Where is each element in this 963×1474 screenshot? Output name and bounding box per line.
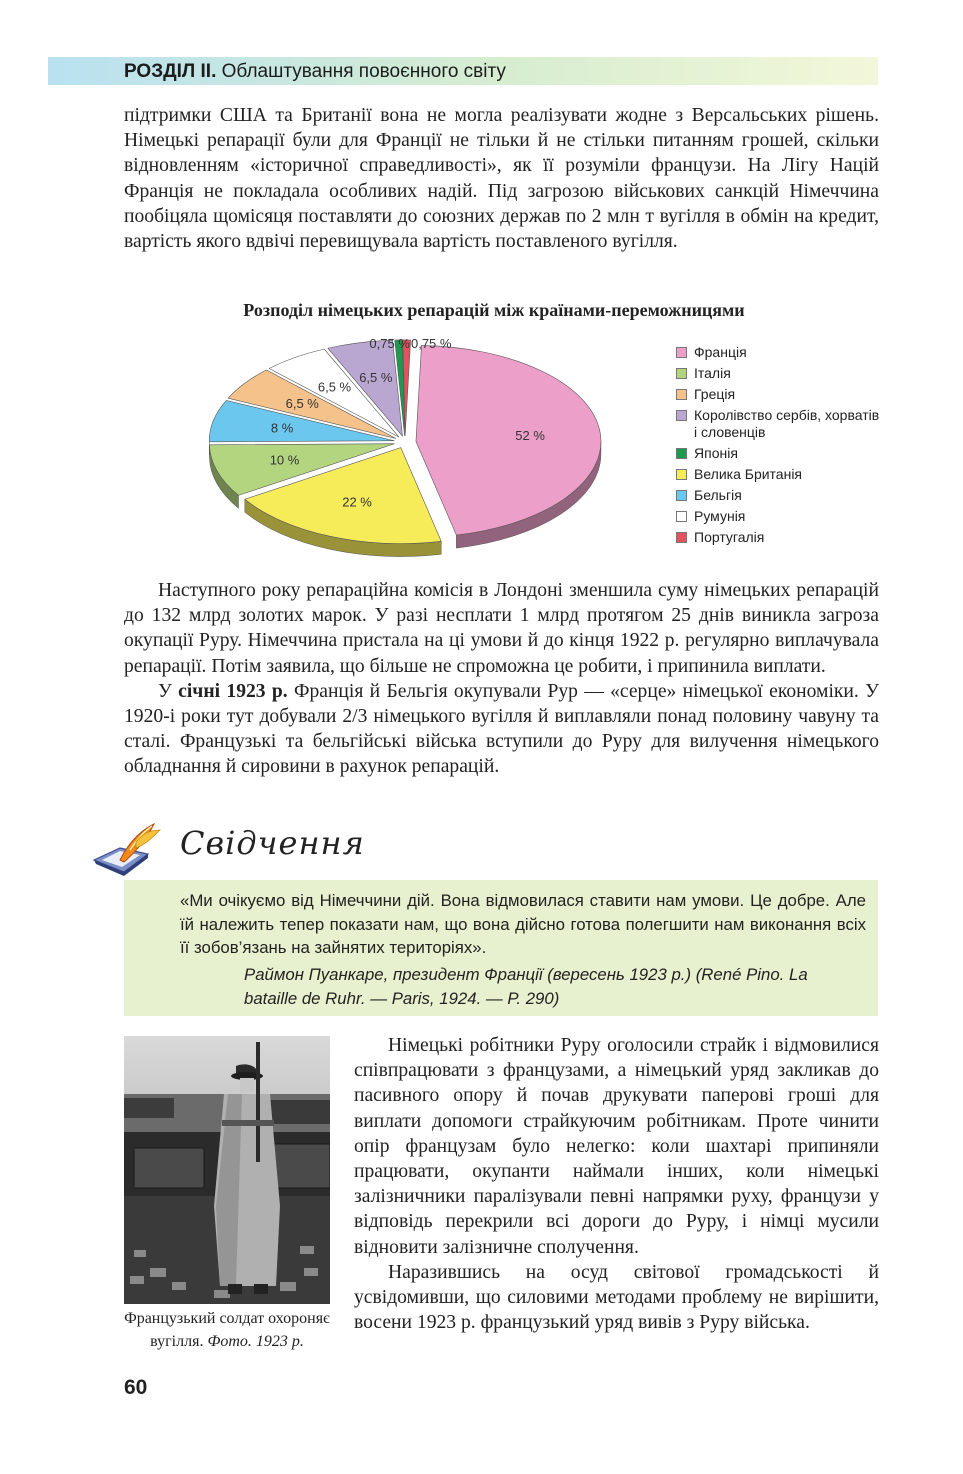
- photo-caption-date: Фото. 1923 р.: [207, 1333, 304, 1350]
- section-subtitle: Облаштування повоєнного світу: [221, 61, 506, 82]
- legend-item: [676, 407, 886, 441]
- legend-item: [676, 445, 886, 462]
- photo-caption: [104, 1307, 350, 1353]
- quote-box: [124, 880, 878, 1016]
- legend-item: [676, 529, 886, 546]
- column-paragraph-2: Наразившись на осуд світової громадськості й усвідомивши, що силовими методами проблему не вирішити, восени 1923 р. французький уряд вивів з Руру війська.: [354, 1261, 879, 1334]
- legend-label: Велика Британія: [694, 466, 803, 482]
- legend-swatch: [676, 368, 687, 379]
- column-text: [354, 1033, 879, 1335]
- pie-slice-label: 0,75 %: [369, 336, 410, 351]
- legend-label: Японія: [694, 445, 738, 461]
- evidence-heading: [90, 820, 390, 880]
- pie-slice-label: 6,5 %: [285, 396, 319, 412]
- quote-citation: Раймон Пуанкаре, президент Франції (вересень 1923 р.) (René Pino. La bataille de Ruhr. — Paris, 1924. — P. 290): [244, 965, 808, 1008]
- legend-swatch: [676, 469, 687, 480]
- legend-item: [676, 487, 886, 504]
- legend-swatch: [676, 347, 687, 358]
- column-paragraph-1: Німецькі робітники Руру оголосили страйк і відмовилися співпрацювати з французами, а німецький уряд закликав до пасивного опору й почав друкувати паперові гроші для виплати допомоги страйкуючим робітникам. Проте чинити опір французам було нелегко: коли шахтарі припиняли працювати, окупанти наймали інших, коли німецькі залізничники паралізували певні напрямки руху, французи у відповідь перекрили всі дороги до Руру, і німці мусили відновити залізничне сполучення.: [354, 1035, 879, 1258]
- chart-title: Розподіл німецьких репарацій між країнами-переможницями: [243, 300, 745, 320]
- body-paragraph-2: [124, 679, 879, 780]
- section-header: [48, 57, 878, 85]
- pie-slice-label: 6,5 %: [317, 379, 352, 395]
- section-number: РОЗДІЛ II.: [124, 61, 217, 82]
- pie-chart: [180, 330, 620, 560]
- evidence-title: Свідчення: [180, 824, 365, 862]
- pie-slice-label: 22 %: [342, 494, 372, 510]
- body-text: [124, 578, 879, 780]
- legend-swatch: [676, 532, 687, 543]
- legend-label: Бельгія: [694, 487, 742, 503]
- body-paragraph-1: Наступного року репараційна комісія в Лондоні зменшила суму німецьких репарацій до 132 млрд золотих марок. У разі несплати 1 млрд протягом 25 днів виникла загроза окупації Руру. Німеччина пристала на ці умови й до кінця 1922 р. регулярно виплачувала репарації. Потім заявила, що більше не спроможна це робити, і припинила виплати.: [124, 580, 879, 677]
- legend-label: Італія: [694, 365, 731, 381]
- quote-text: «Ми очікуємо від Німеччини дій. Вона відмовилася ставити нам умови. Це добре. Але їй належить тепер показати нам, що вона дійсно готова полегшити нам виконання всіх її зобов’язань на зайнятих територіях».: [180, 891, 866, 957]
- pie-slice-label: 6,5 %: [359, 370, 393, 386]
- legend-label: Королівство сербів, хорватів і словенців: [694, 407, 880, 440]
- pie-slice: [416, 345, 601, 535]
- legend-item: [676, 365, 886, 382]
- legend-item: [676, 386, 886, 403]
- pie-slice-label: 10 %: [269, 452, 300, 468]
- legend-swatch: [676, 389, 687, 400]
- photo-caption-text: Французький солдат охороняє вугілля.: [124, 1310, 330, 1350]
- pie-slice-label: 8 %: [270, 420, 294, 436]
- pie-slice-label: 0,75 %: [410, 336, 452, 351]
- chart-legend: [676, 344, 886, 550]
- legend-swatch: [676, 490, 687, 501]
- body-p2-rest: Франція й Бельгія окупували Рур — «серце» німецької економіки. У 1920-і роки тут добували 2/3 німецького вугілля й виплавляли понад половину чавуну та сталі. Французькі та бельгійські війська вступили до Руру для вилучення німецького обладнання й сировини в рахунок репарацій.: [124, 680, 879, 778]
- intro-text: підтримки США та Британії вона не могла реалізувати жодне з Версальських рішень. Німецькі репарації були для Франції не тільки й не стільки питанням грошей, скільки відновленням «історичної справедливості», як її розуміли французи. На Лігу Націй Франція не покладала особливих надій. Під загрозою військових санкцій Німеччина пообіцяла щомісяця поставляти до союзних держав по 2 млн т вугілля в обмін на кредит, вартість якого вдвічі перевищувала вартість поставленого вугілля.: [124, 105, 879, 253]
- legend-label: Греція: [694, 386, 736, 402]
- legend-swatch: [676, 448, 687, 459]
- legend-item: [676, 508, 886, 525]
- legend-item: [676, 344, 886, 361]
- legend-swatch: [676, 410, 687, 421]
- intro-paragraph: [124, 103, 879, 254]
- legend-label: Португалія: [694, 529, 765, 545]
- body-p2-date: січні 1923 р.: [178, 680, 288, 702]
- pie-slice-label: 52 %: [515, 427, 545, 443]
- legend-label: Франція: [694, 344, 747, 360]
- legend-label: Румунія: [694, 508, 746, 524]
- book-quill-icon: [90, 820, 176, 880]
- legend-swatch: [676, 511, 687, 522]
- legend-item: [676, 466, 886, 483]
- soldier-photo: [124, 1036, 330, 1304]
- page-number: 60: [124, 1376, 148, 1399]
- body-p2-start: У: [158, 680, 179, 702]
